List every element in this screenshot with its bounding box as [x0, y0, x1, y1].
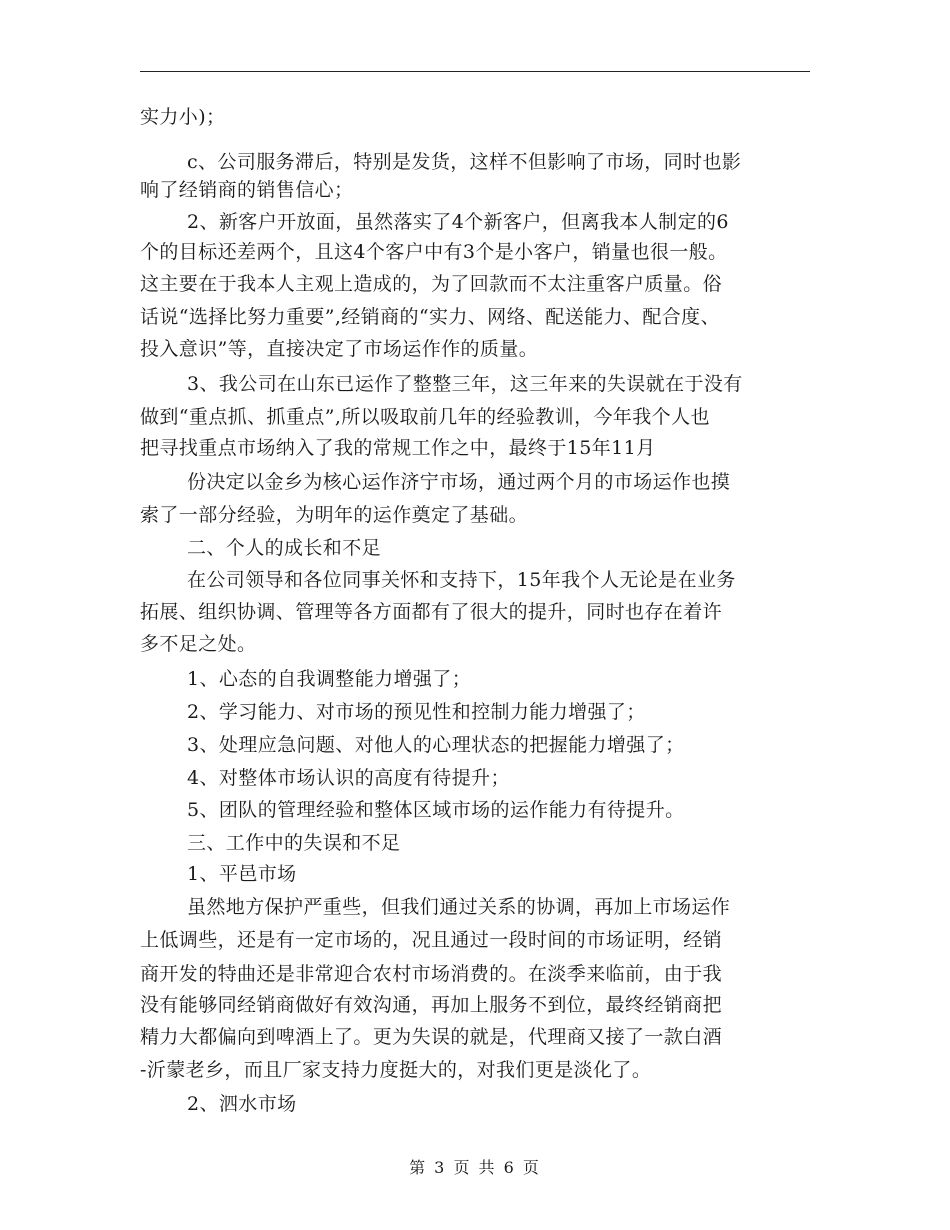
text-line: c、公司服务滞后，特别是发货，这样不但影响了市场，同时也影 [187, 151, 742, 173]
text-line: 上低调些，还是有一定市场的，况且通过一段时间的市场证明，经销 [140, 929, 723, 951]
text-line: 话说“选择比努力重要”,经销商的“实力、网络、配送能力、配合度、 [140, 306, 720, 328]
list-item: 1、心态的自我调整能力增强了； [187, 668, 472, 690]
text-line: 多不足之处。 [140, 633, 257, 655]
text-line: 份决定以金乡为核心运作济宁市场，通过两个月的市场运作也摸 [187, 471, 731, 493]
text-line: 拓展、组织协调、管理等各方面都有了很大的提升，同时也存在着许 [140, 601, 723, 623]
text-line: 个的目标还差两个，且这4个客户中有3个是小客户，销量也很一般。 [140, 241, 728, 263]
list-item: 2、学习能力、对市场的预见性和控制力能力增强了； [187, 701, 646, 723]
subsection-heading: 1、平邑市场 [187, 863, 297, 885]
text-line: 在公司领导和各位同事关怀和支持下，15年我个人无论是在业务 [187, 569, 736, 591]
text-line: 虽然地方保护严重些，但我们通过关系的协调，再加上市场运作 [187, 896, 731, 918]
text-line: 3、我公司在山东已运作了整整三年，这三年来的失误就在于没有 [187, 373, 743, 395]
text-line: 投入意识”等，直接决定了市场运作作的质量。 [140, 338, 539, 360]
list-item: 3、处理应急问题、对他人的心理状态的把握能力增强了； [187, 734, 685, 756]
text-line: 把寻找重点市场纳入了我的常规工作之中，最终于15年11月 [140, 437, 656, 459]
text-line: 这主要在于我本人主观上造成的，为了回款而不太注重客户质量。俗 [140, 273, 723, 295]
header-rule [140, 71, 810, 72]
text-line: 索了一部分经验，为明年的运作奠定了基础。 [140, 504, 529, 526]
text-line: 响了经销商的销售信心； [140, 179, 354, 201]
text-line: 精力大都偏向到啤酒上了。更为失误的就是，代理商又接了一款白酒 [140, 1026, 723, 1048]
text-line: 没有能够同经销商做好有效沟通，再加上服务不到位，最终经销商把 [140, 994, 723, 1016]
text-line: 做到“重点抓、抓重点”,所以吸取前几年的经验教训，今年我个人也 [140, 406, 710, 428]
list-item: 4、对整体市场认识的高度有待提升； [187, 767, 510, 789]
text-line: -沂蒙老乡，而且厂家支持力度挺大的，对我们更是淡化了。 [140, 1059, 652, 1081]
page-number-footer: 第 3 页 共 6 页 [409, 1158, 541, 1177]
text-line: 商开发的特曲还是非常迎合农村市场消费的。在淡季来临前，由于我 [140, 963, 723, 985]
text-line: 2、新客户开放面，虽然落实了4个新客户，但离我本人制定的6 [187, 211, 729, 233]
subsection-heading: 2、泗水市场 [187, 1093, 297, 1115]
section-heading: 三、工作中的失误和不足 [187, 832, 401, 854]
section-heading: 二、个人的成长和不足 [187, 537, 382, 559]
list-item: 5、团队的管理经验和整体区域市场的运作能力有待提升。 [187, 799, 685, 821]
text-line: 实力小)； [140, 106, 226, 128]
